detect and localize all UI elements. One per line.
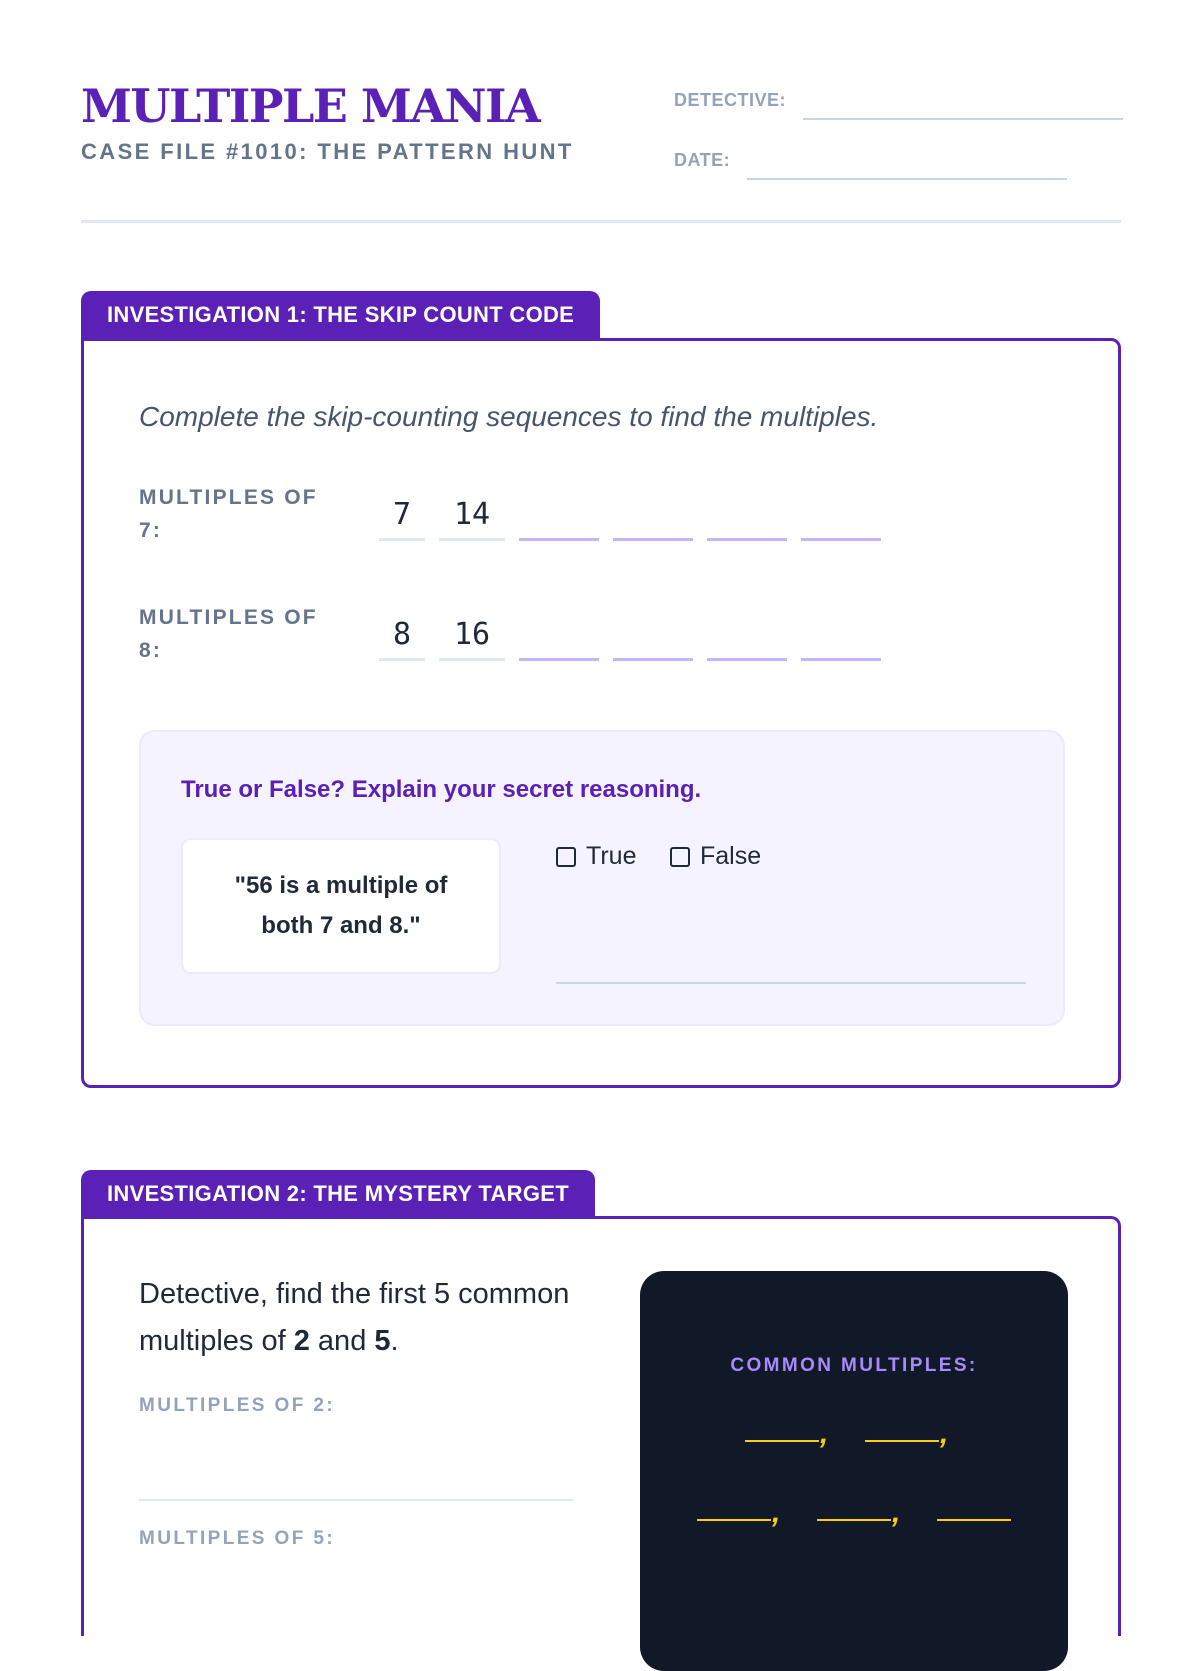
false-option[interactable] (670, 842, 761, 871)
multiples-of-2-label: MULTIPLES OF 2: (139, 1395, 336, 1416)
sequence-7-blank[interactable] (519, 492, 599, 541)
common-multiple-blank[interactable] (817, 1519, 891, 1521)
date-field[interactable] (747, 178, 1067, 180)
false-checkbox[interactable] (670, 847, 690, 867)
number-b: 5 (374, 1325, 391, 1357)
sequence-8-blank[interactable] (519, 612, 599, 661)
common-multiple-blank[interactable] (745, 1440, 819, 1442)
true-false-question: True or False? Explain your secret reasoning. (181, 776, 702, 803)
true-checkbox[interactable] (556, 847, 576, 867)
prompt-text: Detective, find the first 5 common multiples of (139, 1278, 570, 1357)
investigation-1-tab: INVESTIGATION 1: THE SKIP COUNT CODE (81, 291, 600, 339)
common-multiple-blank[interactable] (697, 1519, 771, 1521)
investigation-2-panel (81, 1216, 1121, 1636)
true-false-box (139, 730, 1065, 1026)
investigation-2-tab: INVESTIGATION 2: THE MYSTERY TARGET (81, 1170, 595, 1218)
sequence-7-blank[interactable] (707, 492, 787, 541)
investigation-1-panel (81, 338, 1121, 1088)
comma: , (820, 1417, 829, 1450)
header-divider (81, 220, 1121, 223)
false-label: False (700, 842, 762, 870)
case-file-subtitle: CASE FILE #1010: THE PATTERN HUNT (81, 139, 574, 164)
common-multiple-blank[interactable] (937, 1519, 1011, 1521)
true-label: True (586, 842, 637, 870)
common-multiples-card (640, 1271, 1068, 1671)
skip-count-instruction: Complete the skip-counting sequences to find the multiples. (139, 401, 879, 432)
comma: , (892, 1496, 901, 1529)
common-multiple-blank[interactable] (865, 1440, 939, 1442)
detective-label: DETECTIVE: (674, 90, 787, 110)
number-a: 2 (293, 1325, 310, 1357)
sequence-7-value-2: 14 (439, 492, 505, 541)
comma: , (772, 1496, 781, 1529)
multiples-of-7-label: MULTIPLES OF 7: (139, 486, 318, 542)
multiples-of-5-label: MULTIPLES OF 5: (139, 1528, 336, 1549)
sequence-8-blank[interactable] (613, 612, 693, 661)
sequence-7-blank[interactable] (801, 492, 881, 541)
mystery-prompt (139, 1271, 579, 1365)
sequence-8-value-2: 16 (439, 612, 505, 661)
sequence-8-blank[interactable] (801, 612, 881, 661)
sequence-7-blank[interactable] (613, 492, 693, 541)
statement-text: "56 is a multiple of both 7 and 8." (234, 872, 448, 939)
sequence-7-value-1: 7 (379, 492, 425, 541)
prompt-end: . (390, 1325, 399, 1357)
comma: , (940, 1417, 949, 1450)
sequence-8-value-1: 8 (379, 612, 425, 661)
detective-name-field[interactable] (803, 118, 1123, 120)
true-option[interactable] (556, 842, 636, 871)
common-multiples-title: COMMON MULTIPLES: (730, 1355, 978, 1376)
prompt-and: and (309, 1325, 375, 1357)
multiples-of-8-label: MULTIPLES OF 8: (139, 606, 318, 662)
date-label: DATE: (674, 150, 731, 170)
statement-card (181, 838, 501, 974)
sequence-8-blank[interactable] (707, 612, 787, 661)
multiples-of-2-answer-line[interactable] (139, 1499, 573, 1501)
reasoning-answer-line[interactable] (556, 982, 1026, 984)
worksheet-title: MULTIPLE MANIA (81, 79, 540, 133)
